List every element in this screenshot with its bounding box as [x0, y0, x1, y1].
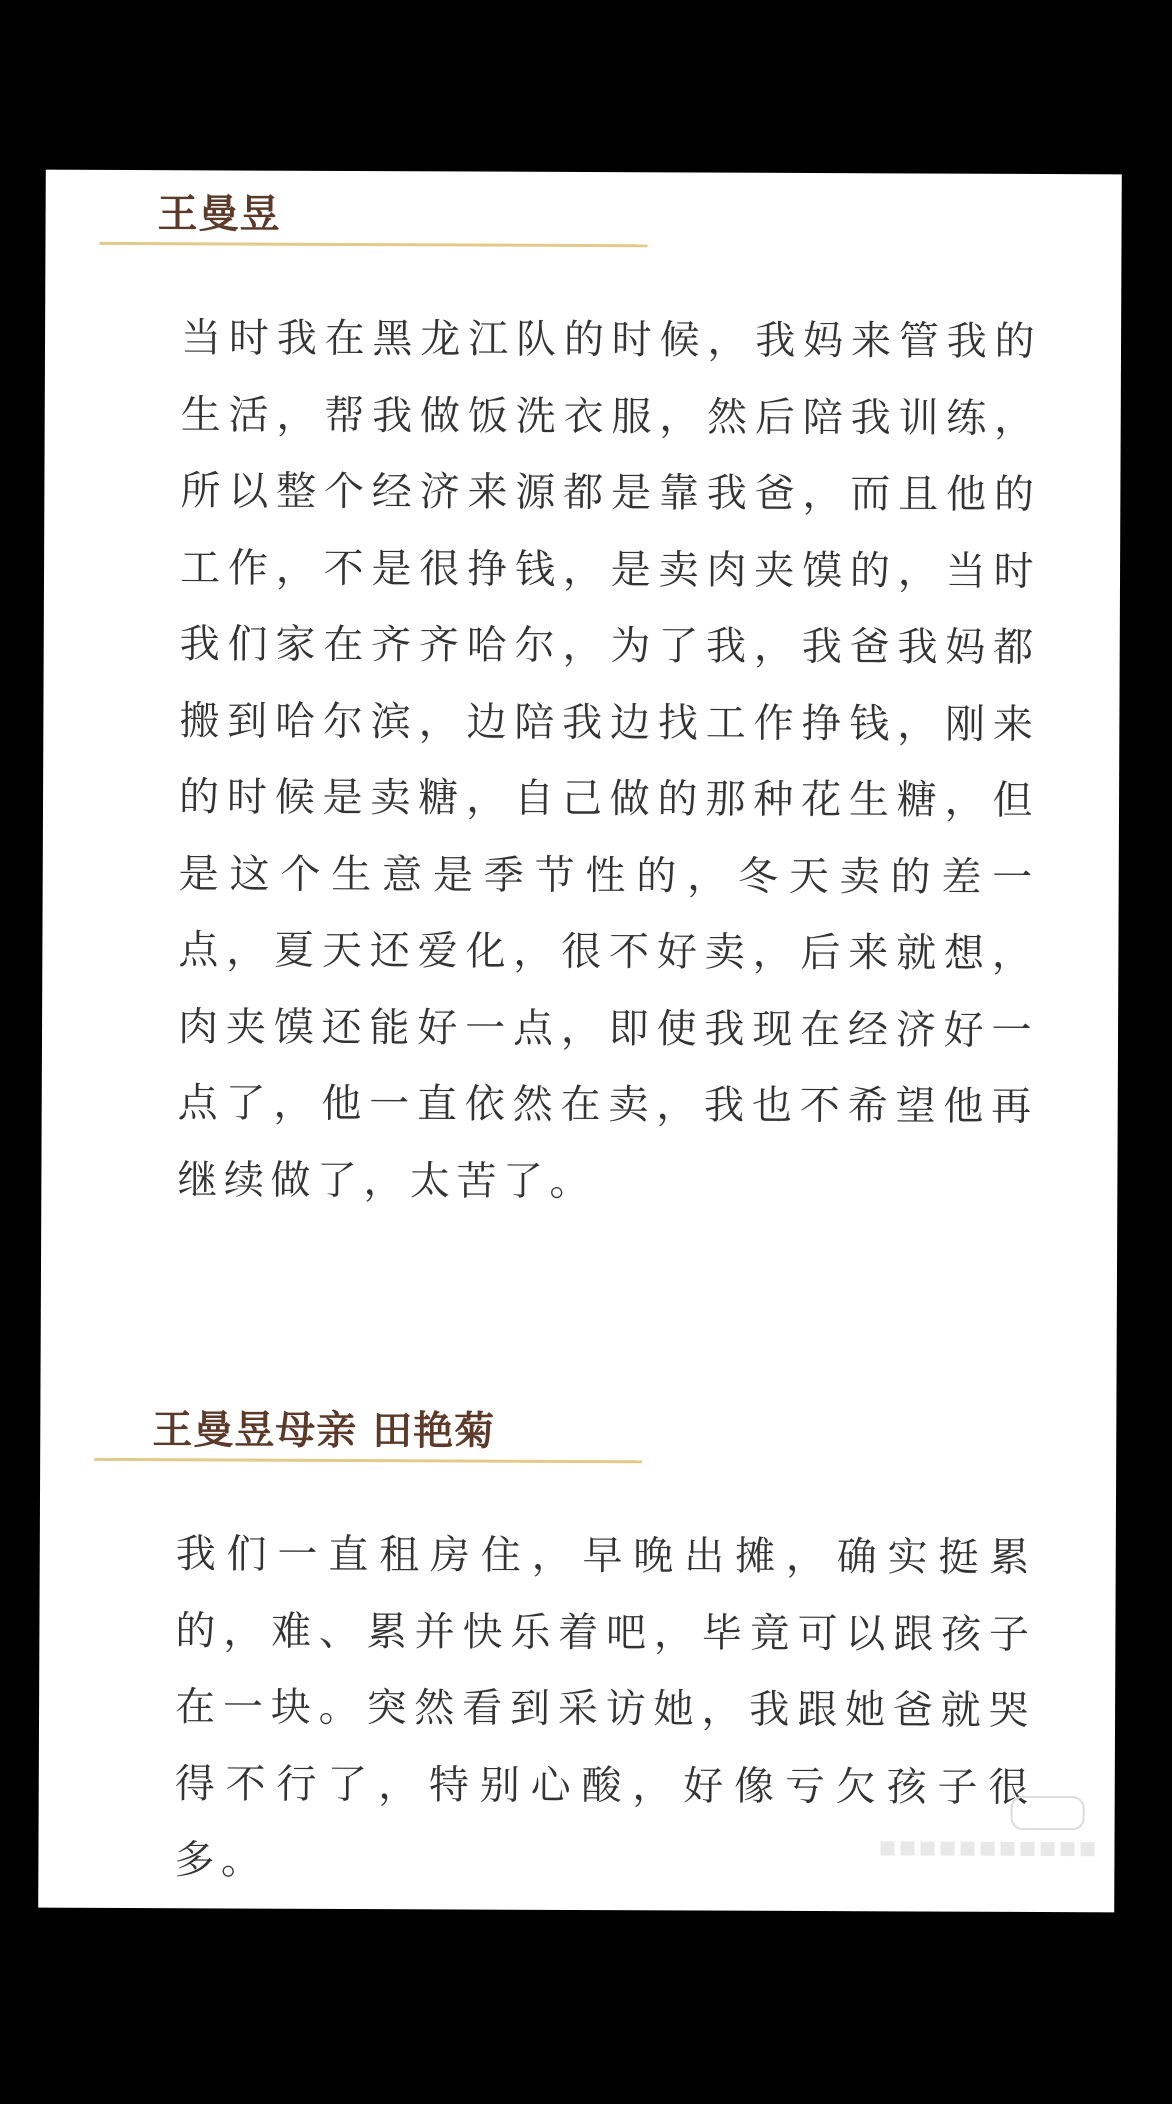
- quote-text: 当时我在黑龙江队的时候，我妈来管我的生活，帮我做饭洗衣服，然后陪我训练，所以整个经济来源都是靠我爸，而且他的工作，不是很挣钱，是卖肉夹馍的，当时我们家在齐齐哈尔，为了我，我爸我妈都搬到哈尔滨，边陪我边找工作挣钱，刚来的时候是卖糖，自己做的那种花生糖，但是这个生意是季节性的，冬天卖的差一点，夏天还爱化，很不好卖，后来就想，肉夹馍还能好一点，即使我现在经济好一点了，他一直依然在卖，我也不希望他再继续做了，太苦了。: [177, 315, 1042, 1205]
- quote-section-wang-manyu: [46, 170, 1122, 1205]
- speaker-heading: 王曼昱母亲 田艳菊: [152, 1407, 496, 1455]
- heading-underline: [94, 1458, 642, 1463]
- article-card: [38, 170, 1122, 1913]
- heading-underline: [99, 242, 647, 247]
- quote-text: 我们一直租房住，早晚出摊，确实挺累的，难、累并快乐着吧，毕竟可以跟孩子在一块。突然看到采访她，我跟她爸就哭得不行了，特别心酸，好像亏欠孩子很多。: [174, 1531, 1036, 1884]
- watermark: [830, 1795, 1050, 1880]
- watermark-id-icon: [880, 1841, 1100, 1856]
- quote-section-mother: [40, 1386, 1116, 1884]
- speaker-heading: 王曼昱: [157, 191, 281, 238]
- watermark-logo-icon: [1011, 1796, 1085, 1830]
